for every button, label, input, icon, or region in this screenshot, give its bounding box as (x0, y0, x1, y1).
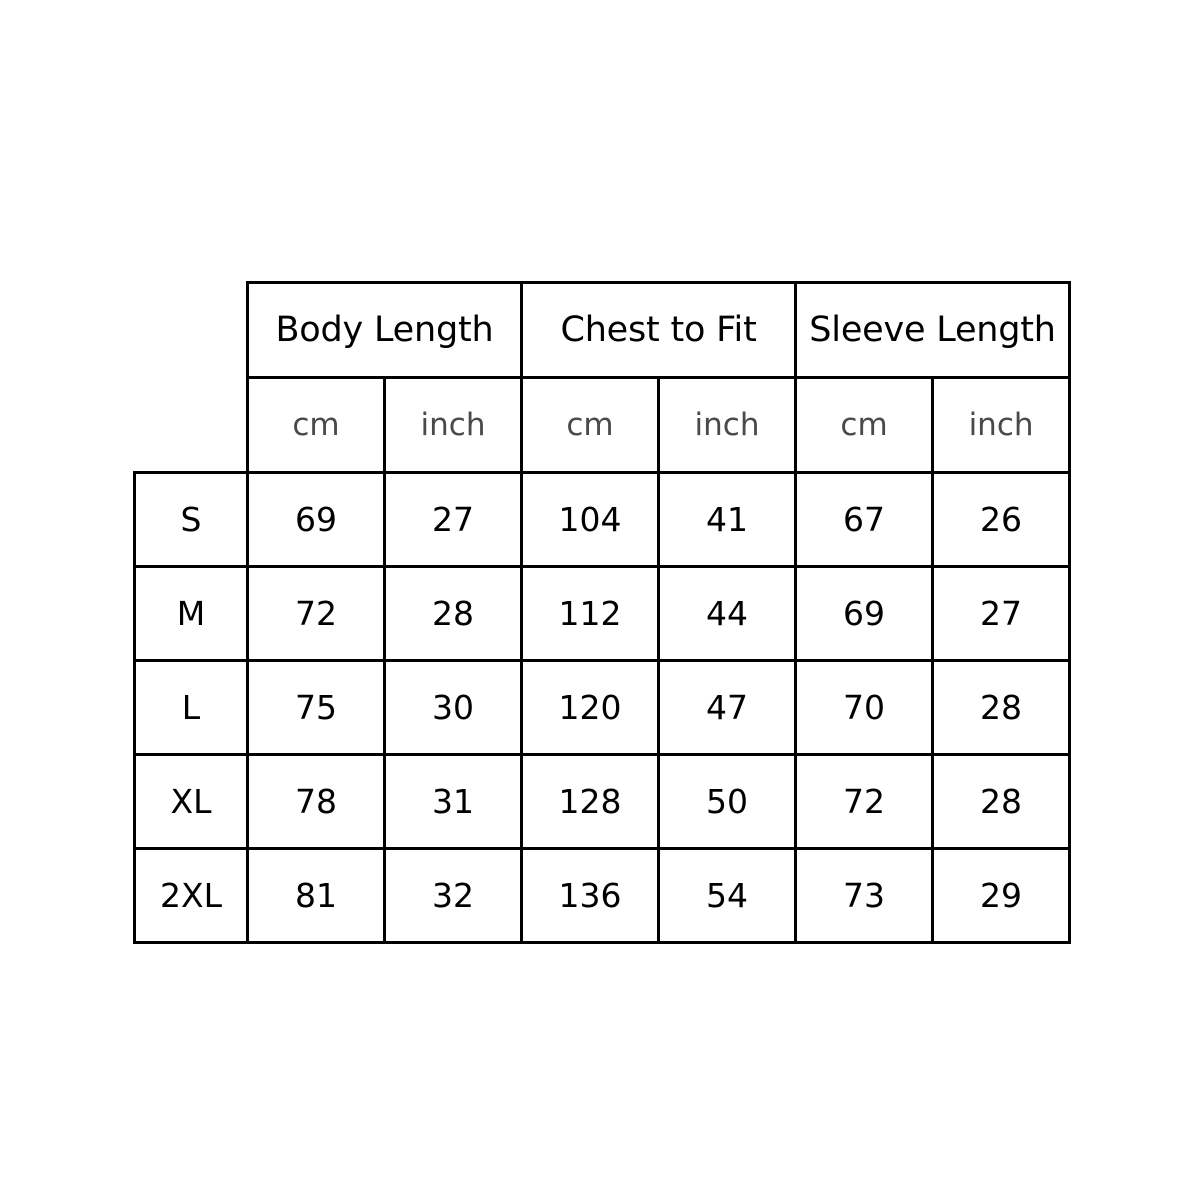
cell-m-sleeve-length-cm: 69 (796, 567, 933, 661)
cell-2xl-sleeve-length-inch: 29 (933, 849, 1070, 943)
size-label-xl: XL (135, 755, 248, 849)
unit-header-sleeve-length-cm: cm (796, 378, 933, 473)
cell-xl-chest-to-fit-cm: 128 (522, 755, 659, 849)
group-header-chest-to-fit: Chest to Fit (522, 283, 796, 378)
unit-header-chest-to-fit-inch: inch (659, 378, 796, 473)
corner-blank-cell-2 (135, 378, 248, 473)
cell-l-chest-to-fit-inch: 47 (659, 661, 796, 755)
cell-m-body-length-cm: 72 (248, 567, 385, 661)
cell-l-chest-to-fit-cm: 120 (522, 661, 659, 755)
size-chart-table (133, 281, 1071, 944)
cell-2xl-body-length-cm: 81 (248, 849, 385, 943)
cell-s-sleeve-length-cm: 67 (796, 473, 933, 567)
size-label-l: L (135, 661, 248, 755)
unit-header-sleeve-length-inch: inch (933, 378, 1070, 473)
cell-2xl-sleeve-length-cm: 73 (796, 849, 933, 943)
cell-xl-sleeve-length-cm: 72 (796, 755, 933, 849)
cell-2xl-body-length-inch: 32 (385, 849, 522, 943)
size-label-2xl: 2XL (135, 849, 248, 943)
unit-header-chest-to-fit-cm: cm (522, 378, 659, 473)
table-header-groups (135, 283, 1070, 378)
cell-s-body-length-inch: 27 (385, 473, 522, 567)
cell-m-chest-to-fit-inch: 44 (659, 567, 796, 661)
cell-l-body-length-cm: 75 (248, 661, 385, 755)
cell-l-sleeve-length-cm: 70 (796, 661, 933, 755)
table-row (135, 473, 1070, 567)
cell-xl-chest-to-fit-inch: 50 (659, 755, 796, 849)
table-row (135, 661, 1070, 755)
unit-header-body-length-inch: inch (385, 378, 522, 473)
table-header-units (135, 378, 1070, 473)
cell-s-body-length-cm: 69 (248, 473, 385, 567)
size-chart (133, 281, 1068, 919)
unit-header-body-length-cm: cm (248, 378, 385, 473)
cell-m-chest-to-fit-cm: 112 (522, 567, 659, 661)
size-label-m: M (135, 567, 248, 661)
cell-l-sleeve-length-inch: 28 (933, 661, 1070, 755)
table-row (135, 755, 1070, 849)
cell-2xl-chest-to-fit-inch: 54 (659, 849, 796, 943)
cell-s-chest-to-fit-cm: 104 (522, 473, 659, 567)
cell-m-body-length-inch: 28 (385, 567, 522, 661)
group-header-body-length: Body Length (248, 283, 522, 378)
corner-blank-cell (135, 283, 248, 378)
cell-s-chest-to-fit-inch: 41 (659, 473, 796, 567)
cell-xl-body-length-inch: 31 (385, 755, 522, 849)
cell-m-sleeve-length-inch: 27 (933, 567, 1070, 661)
cell-xl-body-length-cm: 78 (248, 755, 385, 849)
cell-s-sleeve-length-inch: 26 (933, 473, 1070, 567)
table-row (135, 567, 1070, 661)
cell-xl-sleeve-length-inch: 28 (933, 755, 1070, 849)
cell-2xl-chest-to-fit-cm: 136 (522, 849, 659, 943)
group-header-sleeve-length: Sleeve Length (796, 283, 1070, 378)
cell-l-body-length-inch: 30 (385, 661, 522, 755)
size-label-s: S (135, 473, 248, 567)
table-row (135, 849, 1070, 943)
